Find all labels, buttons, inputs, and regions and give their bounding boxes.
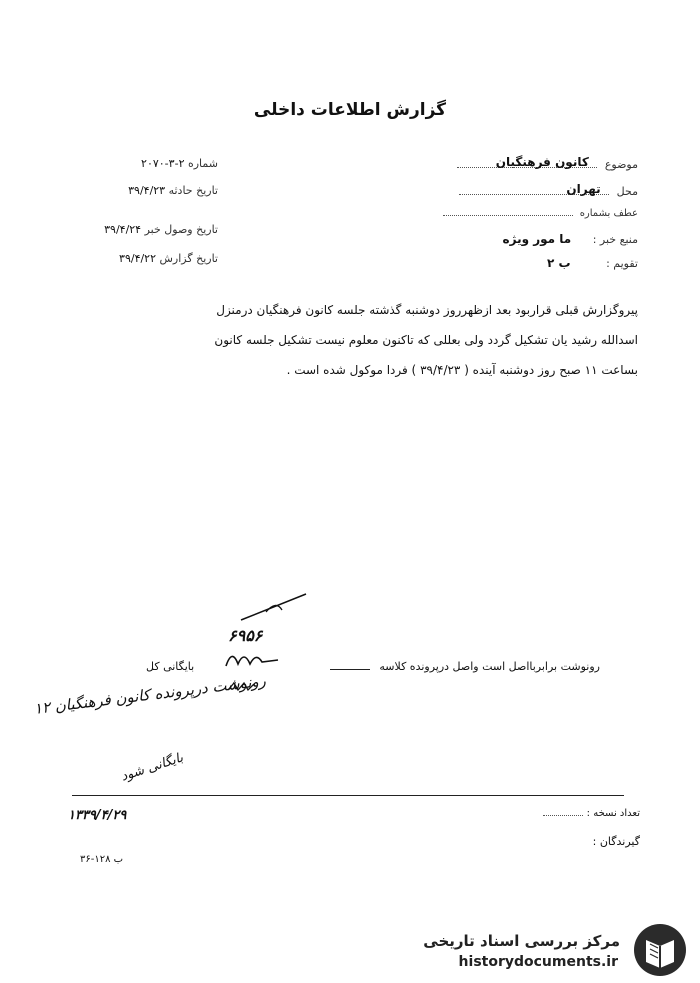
body-line: بساعت ۱۱ صبح روز دوشنبه آینده ( ۳۹/۴/۲۳ ) فردا موکول شده است . <box>286 363 638 377</box>
body-line: پیروگزارش قبلی قراربود بعد ازظهرروز دوشنبه گذشته جلسه کانون فرهنگیان درمنزل <box>216 303 638 317</box>
field-place-label: محل <box>616 185 638 198</box>
field-subject <box>351 157 638 171</box>
copies-label <box>543 808 640 819</box>
field-calendar <box>547 256 638 270</box>
field-event-date-label: تاریخ حادثه <box>168 184 218 197</box>
watermark-site: historydocuments.ir <box>458 954 618 970</box>
field-number-label: شماره <box>187 157 218 170</box>
field-place-value: تهران <box>566 182 601 196</box>
divider <box>72 795 624 796</box>
field-report-date <box>58 252 218 265</box>
copies-label-text: تعداد نسخه : <box>586 808 640 819</box>
body-line: اسدالله رشید یان تشکیل گردد ولی بعللی که تاکنون معلوم نیست تشکیل جلسه کانون <box>214 333 638 347</box>
field-report-date-value: ۳۹/۴/۲۲ <box>119 252 156 265</box>
handwritten-date: ۱۳۳۹/۴/۲۹ <box>68 808 127 823</box>
field-event-date-value: ۳۹/۴/۲۳ <box>128 184 166 197</box>
form-code: ۳۶-۱۲۸ ب <box>80 854 124 865</box>
signature-icon <box>222 646 282 674</box>
dotted-line <box>543 815 583 816</box>
watermark-name: مرکز بررسی اسناد تاریخی <box>423 932 620 950</box>
recipients-label: گیرندگان : <box>592 835 640 848</box>
dotted-line <box>443 215 573 216</box>
field-reference <box>439 208 639 219</box>
field-place <box>411 184 638 198</box>
book-icon <box>632 922 688 978</box>
stamp-number: ۶۹۵۶ <box>228 626 263 645</box>
field-received-date <box>58 223 218 236</box>
field-number-value: ۲-۳-۲۰۷۰ <box>141 157 185 170</box>
field-calendar-value: ب ۲ <box>547 256 571 270</box>
handwritten-note: رونوشت درپرونده کانون فرهنگیان ۱۲ <box>32 671 267 718</box>
field-source-label: منبع خبر : <box>592 233 638 246</box>
field-reference-label: عطف بشماره <box>579 208 638 219</box>
field-received-date-value: ۳۹/۴/۲۴ <box>104 223 142 236</box>
blank-line <box>330 669 370 670</box>
field-event-date <box>58 184 218 197</box>
copy-note <box>330 660 600 673</box>
field-received-date-label: تاریخ وصول خبر <box>144 223 218 236</box>
archive-label: بایگانی کل <box>146 660 195 673</box>
copy-note-text: رونوشت برابربااصل است واصل درپرونده کلاسه <box>379 660 600 673</box>
handwritten-signature: بایگانی شود <box>119 750 186 785</box>
field-source <box>503 232 638 246</box>
page-title: گزارش اطلاعات داخلی <box>253 100 447 120</box>
field-number <box>58 157 218 170</box>
field-calendar-label: تقویم : <box>606 257 638 270</box>
field-source-value: ما مور ویژه <box>502 232 572 246</box>
field-subject-value: کانون فرهنگیان <box>495 155 589 169</box>
field-report-date-label: تاریخ گزارش <box>159 252 218 265</box>
handwritten-mark-icon <box>236 590 316 626</box>
field-subject-label: موضوع <box>604 158 638 171</box>
